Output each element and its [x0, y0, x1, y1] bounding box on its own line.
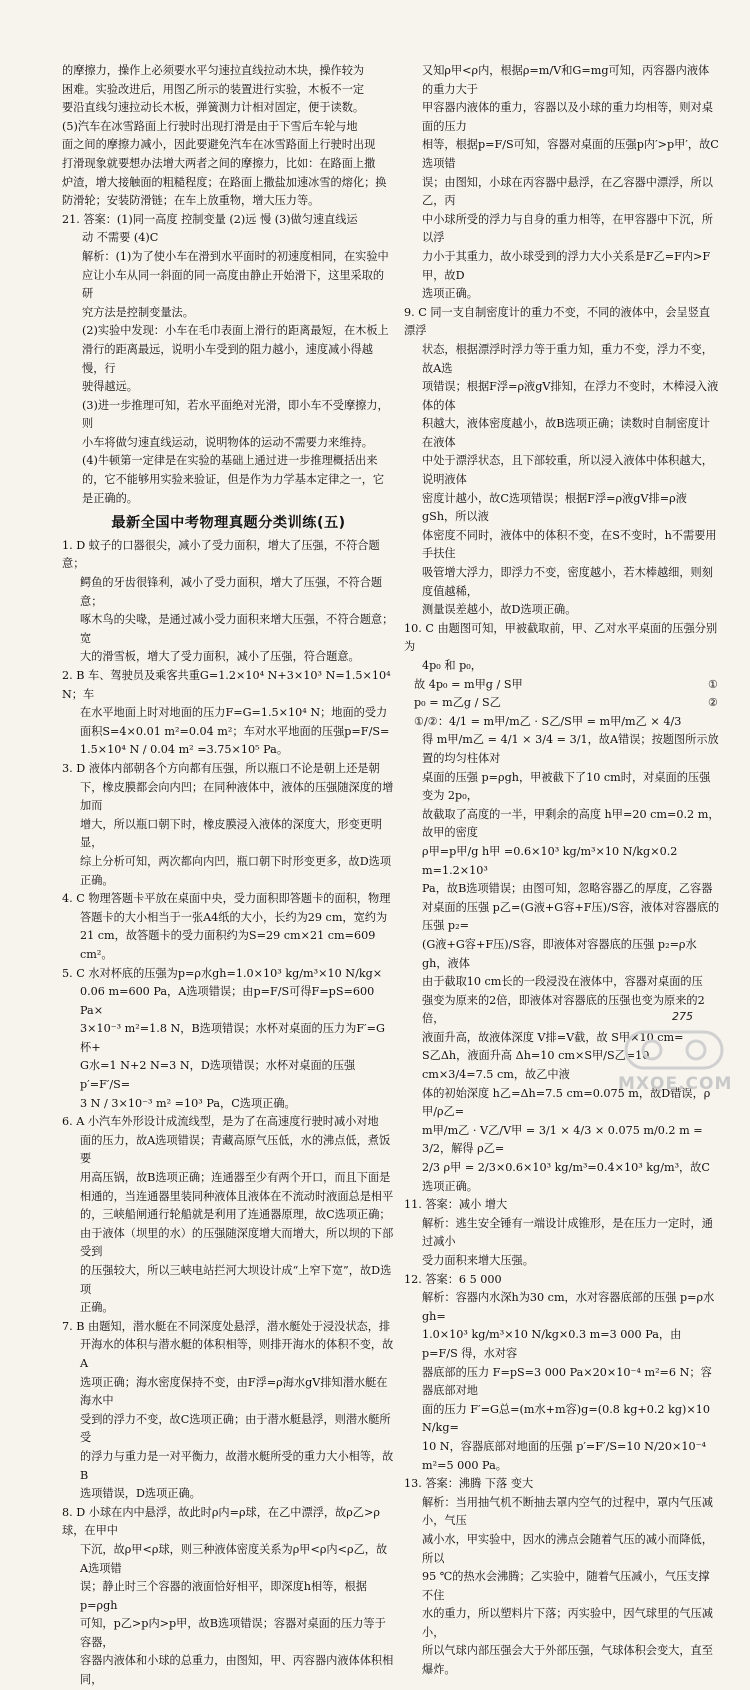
left-column — [62, 62, 395, 1690]
q8-line: 可知，p乙>p内>p甲，故B选项错误；容器对桌面的压力等于容器， — [80, 1617, 386, 1649]
q5-block — [62, 965, 395, 1114]
q4-line: 4. C 物理答题卡平放在桌面中央，受力面积即答题卡的面积，物理 — [62, 892, 391, 906]
q11-block — [404, 1196, 720, 1270]
q4-line: 21 cm，故答题卡的受力面积约为S=29 cm×21 cm=609 cm²。 — [80, 929, 376, 961]
left-lines-line: 的摩擦力，操作上必须要水平匀速拉直线拉动木块，操作较为 — [62, 64, 365, 77]
q10-line: 得 m甲/m乙 = 4/1 × 3/4 = 3/1，故A错误；按题图所示放置的均匀柱体对 — [422, 733, 719, 765]
q8c-line: 力小于其重力，故小球受到的浮力大小关系是F乙=F内>F甲，故D — [422, 249, 711, 282]
q21-lines-line: 解析：(1)为了使小车在滑到水平面时的初速度相同，在实验中 — [82, 249, 389, 263]
equation-1 — [404, 676, 720, 695]
q21-lines-line: 的，它不能够用实验来验证，但是作为力学基本定律之一，它是正确的。 — [82, 473, 385, 505]
q1-block — [62, 537, 395, 667]
left-lines-line: 面之间的摩擦力减小，因此要避免汽车在冰雪路面上行驶时出现 — [62, 138, 376, 152]
q21-lines-line: 滑行的距离最远，说明小车受到的阻力越小，速度减小得越慢，行 — [82, 342, 373, 375]
q7-line: 选项正确；海水密度保持不变，由F浮=ρ海水gV排知潜水艇在海水中 — [80, 1375, 388, 1408]
q6-line: 6. A 小汽车外形设计成流线型，是为了在高速度行驶时减小对地 — [62, 1115, 379, 1129]
q9-line: 体密度不同时，液体中的体积不变，在S不变时，h不需要用手扶住 — [422, 528, 717, 561]
q8-line: 下沉，故ρ甲<ρ球，则三种液体密度关系为ρ甲<ρ内<ρ乙，故A选项错 — [80, 1542, 388, 1575]
q5-line: 0.06 m=600 Pa，A选项错误；由p=F/S可得F=pS=600 Pa× — [80, 985, 375, 1017]
q7-block — [62, 1318, 395, 1504]
q13-line: 水的重力，所以塑料片下落；丙实验中，因气球里的气压减小， — [422, 1607, 713, 1639]
q21-lines-line: (2)实验中发现：小车在毛巾表面上滑行的距离最短，在木板上 — [82, 324, 389, 338]
q7-line: 7. B 由题知，潜水艇在不同深度处悬浮，潜水艇处于浸没状态，排 — [62, 1319, 391, 1333]
q21-lines-line: (4)牛顿第一定律是在实验的基础上通过进一步推理概括出来 — [82, 454, 378, 468]
q6-line: 正确。 — [80, 1301, 114, 1315]
q21-lines-line: 小车将做匀速直线运动，说明物体的运动不需要力来维持。 — [82, 435, 373, 449]
q7-line: 开海水的体积与潜水艇的体积相等，则排开海水的体积不变，故A — [80, 1338, 394, 1370]
q3-line: 3. D 液体内部朝各个方向都有压强，所以瓶口不论是朝上还是朝 — [62, 761, 380, 775]
q21-lines-line: 究方法是控制变量法。 — [82, 305, 194, 319]
q8c-line: 选项正确。 — [422, 287, 478, 301]
q3-line: 正确。 — [80, 873, 114, 887]
equation-1-tag: ① — [707, 677, 718, 691]
q8-line: 误；静止时三个容器的液面恰好相平，即深度h相等，根据p=ρgh — [80, 1580, 367, 1612]
q6-line: 的压强较大，所以三峡电站拦河大坝设计成“上窄下宽”，故D选项 — [80, 1264, 392, 1296]
q4-line: 答题卡的大小相当于一张A4纸的大小，长约为29 cm，宽约为 — [80, 910, 388, 924]
q10-explanation — [404, 731, 720, 1196]
q8c-line: 又知ρ甲<ρ内，根据ρ=m/V和G=mg可知，丙容器内液体的重力大于 — [422, 64, 710, 96]
q6-line: 的，三峡船闸通行轮船就是利用了连通器原理，故C选项正确； — [80, 1208, 391, 1222]
section-heading: 最新全国中考物理真题分类训练(五) — [111, 515, 346, 532]
q11-line: 11. 答案：减小 增大 — [404, 1198, 508, 1212]
q10-line: 液面升高，故液体深度 V排=V截，故 S甲×10 cm= — [422, 1030, 684, 1044]
q6-line: 由于液体（坝里的水）的压强随深度增大而增大，所以坝的下部受到 — [80, 1226, 394, 1259]
q12-line: 面的压力 F′=G总=(m水+m容)g=(0.8 kg+0.2 kg)×10 N/kg= — [422, 1402, 711, 1435]
q12-line: 1.0×10³ kg/m³×10 N/kg×0.3 m=3 000 Pa，由 p=F/S 得，水对容 — [422, 1328, 682, 1360]
q13-line: 减小水，甲实验中，因水的沸点会随着气压的减小而降低，所以 — [422, 1532, 713, 1565]
q1-line: 1. D 蚊子的口器很尖，减小了受力面积，增大了压强，不符合题意； — [62, 538, 380, 571]
q12-line: 12. 答案：6 5 000 — [404, 1272, 502, 1286]
q10-line: 由于截取10 cm长的一段浸没在液体中，容器对桌面的压 — [422, 975, 703, 989]
q21-answer-text-2: 动 不需要 (4)C — [82, 231, 159, 245]
q12-line: 器底部的压力 F=pS=3 000 Pa×20×10⁻⁴ m²=6 N；容器底部对地 — [422, 1365, 712, 1398]
intro-paragraph — [62, 62, 395, 211]
q10-line: 2/3 ρ甲 = 2/3×0.6×10³ kg/m³=0.4×10³ kg/m³，故C选项正确。 — [422, 1161, 710, 1193]
q8c-line: 误；由图知，小球在丙容器中悬浮，在乙容器中漂浮，所以乙，丙 — [422, 175, 713, 208]
equation-2 — [404, 694, 720, 713]
q3-line: 下，橡皮膜都会向内凹；在同种液体中，液体的压强随深度的增加而 — [80, 780, 394, 813]
q10-line: 对桌面的压强 p乙=(G液+G容+F压)/S容，液体对容器底的压强 p₂= — [422, 900, 720, 933]
q12-line: 10 N，容器底部对地面的压强 p′=F′/S=10 N/20×10⁻⁴ m²=5 000 Pa。 — [422, 1439, 706, 1472]
q21-answer-text: 21. 答案：(1)同一高度 控制变量 (2)远 慢 (3)做匀速直线运 — [62, 212, 358, 226]
q10-line: S乙Δh，液面升高 Δh=10 cm×S甲/S乙=10 cm×3/4=7.5 cm，故乙中液 — [422, 1049, 650, 1082]
q21-lines-line: (3)进一步推理可知，若水平面绝对光滑，即小车不受摩擦力，则 — [82, 398, 389, 431]
q13-line: 13. 答案：沸腾 下落 变大 — [404, 1477, 534, 1491]
q8-continued-block — [404, 62, 720, 304]
q7-line: 受到的浮力不变，故C选项正确；由于潜水艇悬浮，则潜水艇所受 — [80, 1412, 391, 1445]
q2-line: 在水平地面上时对地面的压力F=G=1.5×10⁴ N；地面的受力 — [80, 706, 388, 720]
equation-2-tag: ② — [707, 696, 718, 710]
page-number: 275 — [672, 1010, 693, 1023]
q10-line: m甲/m乙 · V乙/V甲 = 3/1 × 4/3 × 0.075 m/0.2 m = 3/2，解得 ρ乙= — [422, 1123, 703, 1156]
q13-line: 95 ℃的热水会沸腾；乙实验中，随着气压减小，气压支撑不住 — [422, 1570, 710, 1602]
q13-line: 解析：当用抽气机不断抽去罩内空气的过程中，罩内气压减小，气压 — [422, 1495, 713, 1528]
q6-line: 相通的，当连通器里装同种液体且液体在不流动时液面总是相平 — [80, 1189, 394, 1203]
q13-line: 所以气球内部压强会大于外部压强，气球体积会变大，直至爆炸。 — [422, 1644, 713, 1677]
q12-block — [404, 1271, 720, 1476]
q5-line: G水=1 N+2 N=3 N，D选项错误；水杯对桌面的压强p′=F′/S= — [80, 1059, 356, 1092]
q9-line: 状态，根据漂浮时浮力等于重力知，重力不变，浮力不变，故A选 — [422, 342, 713, 375]
left-lines-line: 困难。实验改进后，用图乙所示的装置进行实验，木板不一定 — [62, 82, 365, 96]
q1-line: 啄木鸟的尖喙，是通过减小受力面积来增大压强，不符合题意；宽 — [80, 613, 394, 645]
watermark-text: MXQE.COM — [618, 1074, 733, 1094]
q21-answer-line-2 — [62, 229, 395, 248]
q10-line: 体的初始深度 h乙=Δh=7.5 cm=0.075 m，故D错误，ρ甲/ρ乙= — [422, 1086, 711, 1119]
q6-line: 用高压锅，故B选项正确；连通器至少有两个开口，而且下面是 — [80, 1171, 391, 1185]
q1-line: 大的滑雪板，增大了受力面积，减小了压强，符合题意。 — [80, 650, 360, 664]
q3-block — [62, 760, 395, 890]
q6-block — [62, 1113, 395, 1318]
q9-line: 9. C 同一支自制密度计的重力不变，不同的液体中，会呈竖直漂浮 — [404, 305, 711, 338]
q7-line: 的浮力与重力是一对平衡力，故潜水艇所受的重力大小相等，故B — [80, 1449, 394, 1482]
q5-line: 3 N / 3×10⁻³ m² =10³ Pa，C选项正确。 — [80, 1096, 296, 1110]
q3-line: 综上分析可知，两次都向内凹，瓶口朝下时形变更多，故D选项 — [80, 854, 392, 868]
q8c-line: 相等，根据p=F/S可知，容器对桌面的压强p内′>p甲′，故C选项错 — [422, 138, 719, 170]
q13-block — [404, 1475, 720, 1680]
q10-a: 4p₀ 和 p₀， — [422, 659, 482, 672]
q3-line: 增大，所以瓶口朝下时，橡皮膜浸入液体的深度大，形变更明显， — [80, 817, 383, 850]
q9-line: 吸管增大浮力，即浮力不变，密度越小，若木棒越细，则刻度值越稀， — [422, 566, 713, 598]
q8c-line: 中小球所受的浮力与自身的重力相等，在甲容器中下沉，所以浮 — [422, 212, 713, 245]
left-lines-line: 炉渣，增大接触面的粗糙程度；在路面上撒盐加速冰雪的熔化；换 — [62, 175, 387, 189]
q2-line: 2. B 车、驾驶员及乘客共重G=1.2×10⁴ N+3×10³ N=1.5×10⁴ N；车 — [62, 669, 391, 701]
q7-line: 选项错误，D选项正确。 — [80, 1487, 201, 1501]
left-lines-line: 防滑轮；安装防滑链；在车上放重物，增大压力等。 — [62, 194, 320, 208]
q9-line: 测量误差越小，故D选项正确。 — [422, 603, 577, 617]
q2-line: 1.5×10⁴ N / 0.04 m² =3.75×10⁵ Pa。 — [80, 743, 289, 757]
q5-line: 3×10⁻³ m²=1.8 N，B选项错误；水杯对桌面的压力为F′=G杯+ — [80, 1022, 385, 1054]
q10-line: ρ甲=p甲/g h甲 =0.6×10³ kg/m³×10 N/kg×0.2 m=1.2×10³ — [422, 844, 678, 877]
q10-line: 故截取了高度的一半，甲剩余的高度 h甲=20 cm=0.2 m，故甲的密度 — [422, 807, 720, 840]
equation-2-expr: p₀ = m乙g / S乙 — [414, 696, 501, 710]
right-column — [404, 62, 720, 1680]
q8c-line: 甲容器内液体的重力，容器以及小球的重力均相等，则对桌面的压力 — [422, 101, 713, 133]
q21-answer-line — [62, 211, 395, 230]
q11-line: 解析：逃生安全锤有一端设计成锥形，是在压力一定时，通过减小 — [422, 1216, 713, 1249]
q8-line: 容器内液体和小球的总重力，由图知，甲、丙容器内液体体积相同， — [80, 1654, 394, 1687]
q10-ratio: ①/②：4/1 = m甲/m乙 · S乙/S甲 = m甲/m乙 × 4/3 — [414, 714, 682, 728]
q10-line: (G液+G容+F压)/S容，即液体对容器底的压强 p₂=ρ水gh，液体 — [422, 937, 697, 970]
q4-block — [62, 890, 395, 964]
left-lines-line: (5)汽车在冰雪路面上行驶时出现打滑是由于下雪后车轮与地 — [62, 119, 358, 133]
q12-line: 解析：容器内水深h为30 cm，水对容器底部的压强 p=ρ水gh= — [422, 1291, 715, 1323]
q2-line: 面积S=4×0.01 m²=0.04 m²；车对水平地面的压强p=F/S= — [80, 724, 390, 738]
q5-line: 5. C 水对杯底的压强为p=ρ水gh=1.0×10³ kg/m³×10 N/kg× — [62, 966, 383, 980]
q21-lines-line: 驶得越远。 — [82, 380, 138, 394]
q10-line: 桌面的压强 p=ρgh，甲被截下了10 cm时，对桌面的压强变为 2p₀， — [422, 770, 711, 803]
q8-line: 8. D 小球在内中悬浮，故此时ρ内=ρ球，在乙中漂浮，故ρ乙>ρ球，在甲中 — [62, 1505, 380, 1538]
q9-block — [404, 304, 720, 620]
left-lines-line: 打滑现象就要想办法增大两者之间的摩擦力，比如：在路面上撒 — [62, 156, 376, 170]
q9-line: 积越大，液体密度越小，故B选项正确；读数时自制密度计在液体 — [422, 417, 710, 449]
q8-block — [62, 1504, 395, 1690]
q1-line: 鳄鱼的牙齿很锋利，减小了受力面积，增大了压强，不符合题意； — [80, 576, 383, 608]
q6-line: 面的压力，故A选项错误；青藏高原气压低，水的沸点低，煮饭要 — [80, 1133, 391, 1166]
q10-line: 强变为原来的2倍，即液体对容器底的压强也变为原来的2倍， — [422, 993, 705, 1026]
q21-lines-line: 应让小车从同一斜面的同一高度由静止开始滑下，这里采取的研 — [82, 268, 385, 301]
q2-block — [62, 667, 395, 760]
q10-head: 10. C 由题图可知，甲被截取前，甲、乙对水平桌面的压强分别为 — [404, 621, 718, 654]
q11-line: 受力面积来增大压强。 — [422, 1254, 534, 1267]
q21-explanation — [62, 248, 395, 508]
q9-line: 密度计越小，故C选项错误；根据F浮=ρ液gV排=ρ液gSh，所以液 — [422, 491, 687, 524]
q9-line: 项错误；根据F浮=ρ液gV排知，在浮力不变时，木棒浸入液体的体 — [422, 380, 719, 412]
q10-line: Pa，故B选项错误；由图可知，忽略容器乙的厚度，乙容器 — [422, 882, 713, 896]
q9-line: 中处于漂浮状态，且下部较重，所以浸入液体中体积越大，说明液体 — [422, 454, 713, 487]
equation-1-expr: 故 4p₀ = m甲g / S甲 — [414, 677, 523, 691]
left-lines-line: 要沿直线匀速拉动长木板，弹簧测力计相对固定，便于读数。 — [62, 101, 365, 115]
